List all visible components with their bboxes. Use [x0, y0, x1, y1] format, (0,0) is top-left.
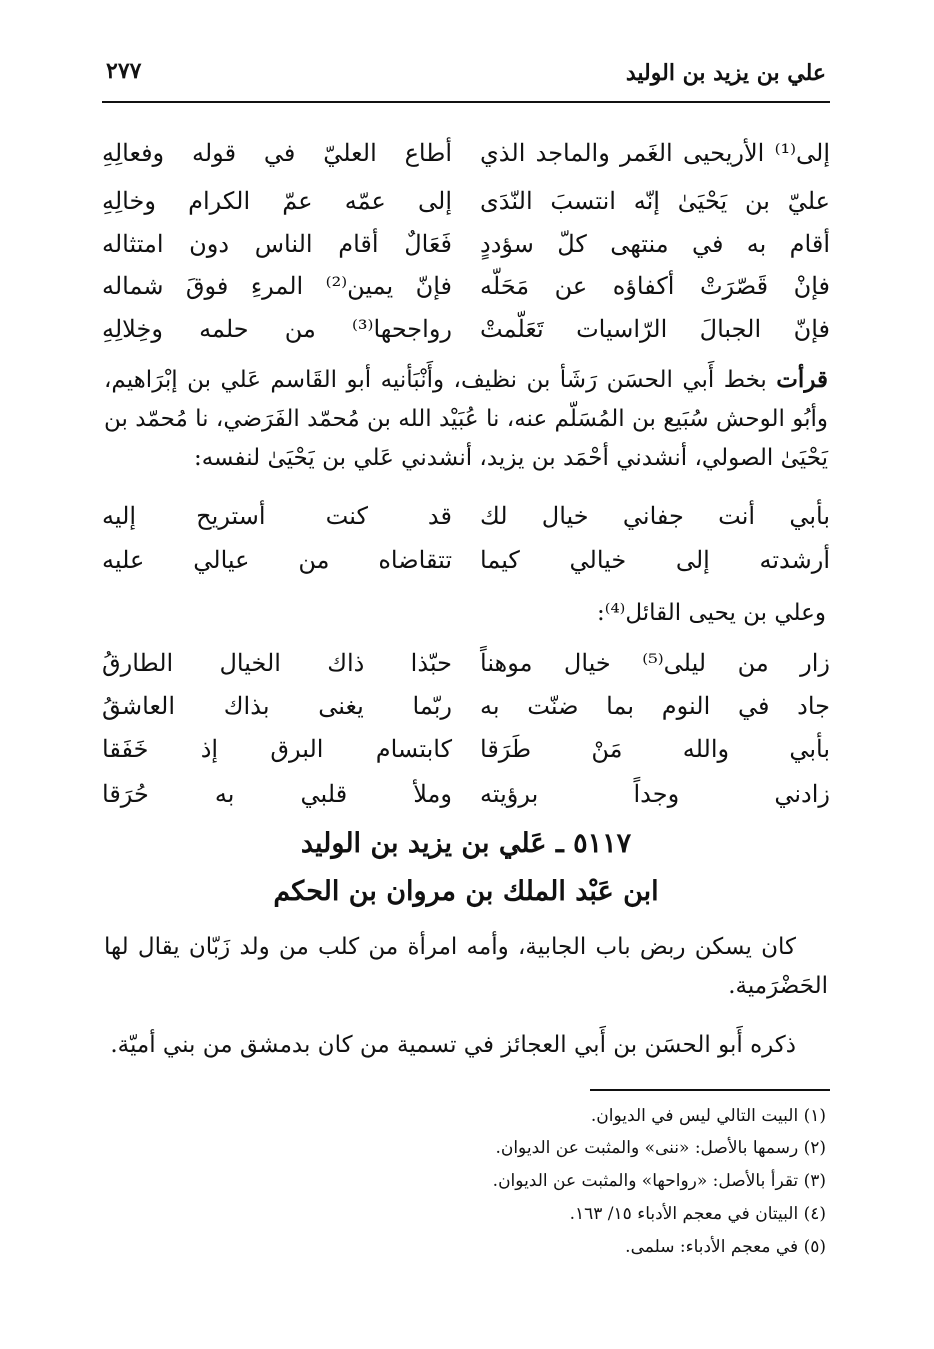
verse-line [102, 131, 830, 175]
footnote-number: (٥) [803, 1237, 826, 1257]
verse-line [102, 179, 830, 223]
verse-first-hemistich: جاد في النوم بما ضنّت به [480, 692, 830, 720]
verse-second-hemistich: قد كنت أستريح إليه [102, 502, 452, 530]
verse-second-hemistich: فَعَالٌ أقام الناس دون امتثاله [102, 230, 452, 258]
footnote-number: (١) [803, 1106, 826, 1126]
footnote-divider [590, 1089, 830, 1091]
isnad-text: بخط أَبي الحسَن رَشَأ بن نظيف، وأَنْبَأنيه أبو القَاسم عَلي بن إبْرَاهيم، وأبُو الوحش سُبَيع بن المُسَلّم عنه، نا عُبَيْد الله بن مُحمّد الفَرَضي، نا مُحمّد بن يَحْيَىٰ الصولي، أنشدني أحْمَد بن يزيد، أنشدني عَلي بن يَحْيَىٰ لنفسه: [104, 367, 828, 471]
isnad-paragraph [104, 360, 828, 478]
verse-first-hemistich: أقام به في منتهى كلّ سؤددٍ [480, 230, 830, 258]
verse-first-hemistich: بأبي والله مَنْ طَرَقا [480, 735, 830, 763]
verse-first-hemistich: فإنّ الجبالَ الرّاسيات تَعَلّمتْ [480, 315, 830, 343]
verse-line [102, 264, 830, 308]
verse-line [102, 494, 830, 538]
footnote [493, 1166, 826, 1196]
footnote-text: البيتان في معجم الأدباء ١٥/ ١٦٣. [569, 1204, 799, 1224]
verse-first-hemistich: فإنْ قَصّرَتْ أكفاؤه عن مَحَلّه [480, 272, 830, 300]
verse-second-hemistich: ربّما يغنى بذاك العاشقُ [102, 692, 452, 720]
verse-line [102, 307, 830, 351]
verse-first-hemistich: عليّ بن يَحْيَىٰ إنّه انتسبَ النّدَى [480, 187, 830, 215]
entry-heading: ٥١١٧ ـ عَلي بن يزيد بن الوليد [300, 828, 632, 859]
verse-line [102, 222, 830, 266]
footnote-text: رسمها بالأصل: «ننى» والمثبت عن الديوان. [495, 1138, 799, 1158]
page-number: ٢٧٧ [106, 58, 142, 84]
verse-second-hemistich: وملأ قلبي به حُرَقا [102, 780, 452, 808]
verse-second-hemistich: حبّذا ذاك الخيال الطارقُ [102, 649, 452, 677]
isnad-lead: قرأت [776, 366, 829, 393]
footnote [495, 1133, 826, 1163]
header-divider [102, 101, 830, 103]
footnote-number: (٢) [803, 1138, 826, 1158]
footnote [625, 1232, 826, 1262]
footnote [591, 1101, 826, 1131]
footnote-text: تقرأ بالأصل: «رواحها» والمثبت عن الديوان. [492, 1171, 799, 1191]
verse-first-hemistich: إلى⁽¹⁾ الأريحيى الغَمر والماجد الذي [480, 139, 830, 167]
verse-line [102, 727, 830, 771]
verse-first-hemistich: أرشدته إلى خيالي كيما [480, 546, 830, 574]
verse-second-hemistich: رواجحها⁽³⁾ من حلمه وخِلالِهِ [102, 315, 452, 343]
verse-second-hemistich: فإنّ يمين⁽²⁾ المرءِ فوقَ شماله [102, 272, 452, 300]
footnote [570, 1199, 826, 1229]
verse-second-hemistich: تتقاضاه من عيالي عليه [102, 546, 452, 574]
footnote-text: البيت التالي ليس في الديوان. [590, 1106, 799, 1126]
running-title: علي بن يزيد بن الوليد [625, 60, 826, 86]
poem-intro: وعلي بن يحيى القائل⁽⁴⁾: [597, 600, 826, 626]
footnote-number: (٤) [803, 1204, 826, 1224]
verse-line [102, 684, 830, 728]
verse-second-hemistich: أطاع العليّ في قوله وفعالِهِ [102, 139, 452, 167]
footnote-text: في معجم الأدباء: سلمى. [625, 1237, 799, 1257]
verse-first-hemistich: بأبي أنت جفاني خيال لك [480, 502, 830, 530]
entry-subheading: ابن عَبْد الملك بن مروان بن الحكم [273, 876, 659, 907]
verse-first-hemistich: زار من ليلى⁽⁵⁾ خيال موهناً [480, 649, 830, 677]
verse-line [102, 772, 830, 816]
footnote-number: (٣) [803, 1171, 826, 1191]
verse-second-hemistich: كابتسام البرق إذ خَفَقا [102, 735, 452, 763]
entry-paragraph: كان يسكن ربض باب الجابية، وأمه امرأة من كلب من ولد زَبّان يقال لها الحَضْرَمية. [104, 934, 828, 999]
entry-paragraph: ذكره أَبو الحسَن بن أَبي العجائز في تسمية من كان بدمشق من بني أميّة. [110, 1032, 796, 1058]
verse-line [102, 538, 830, 582]
verse-line [102, 641, 830, 685]
verse-second-hemistich: إلى عمّه عمّ الكرام وخالِهِ [102, 187, 452, 215]
verse-first-hemistich: زادني وجداً برؤيته [480, 780, 830, 808]
